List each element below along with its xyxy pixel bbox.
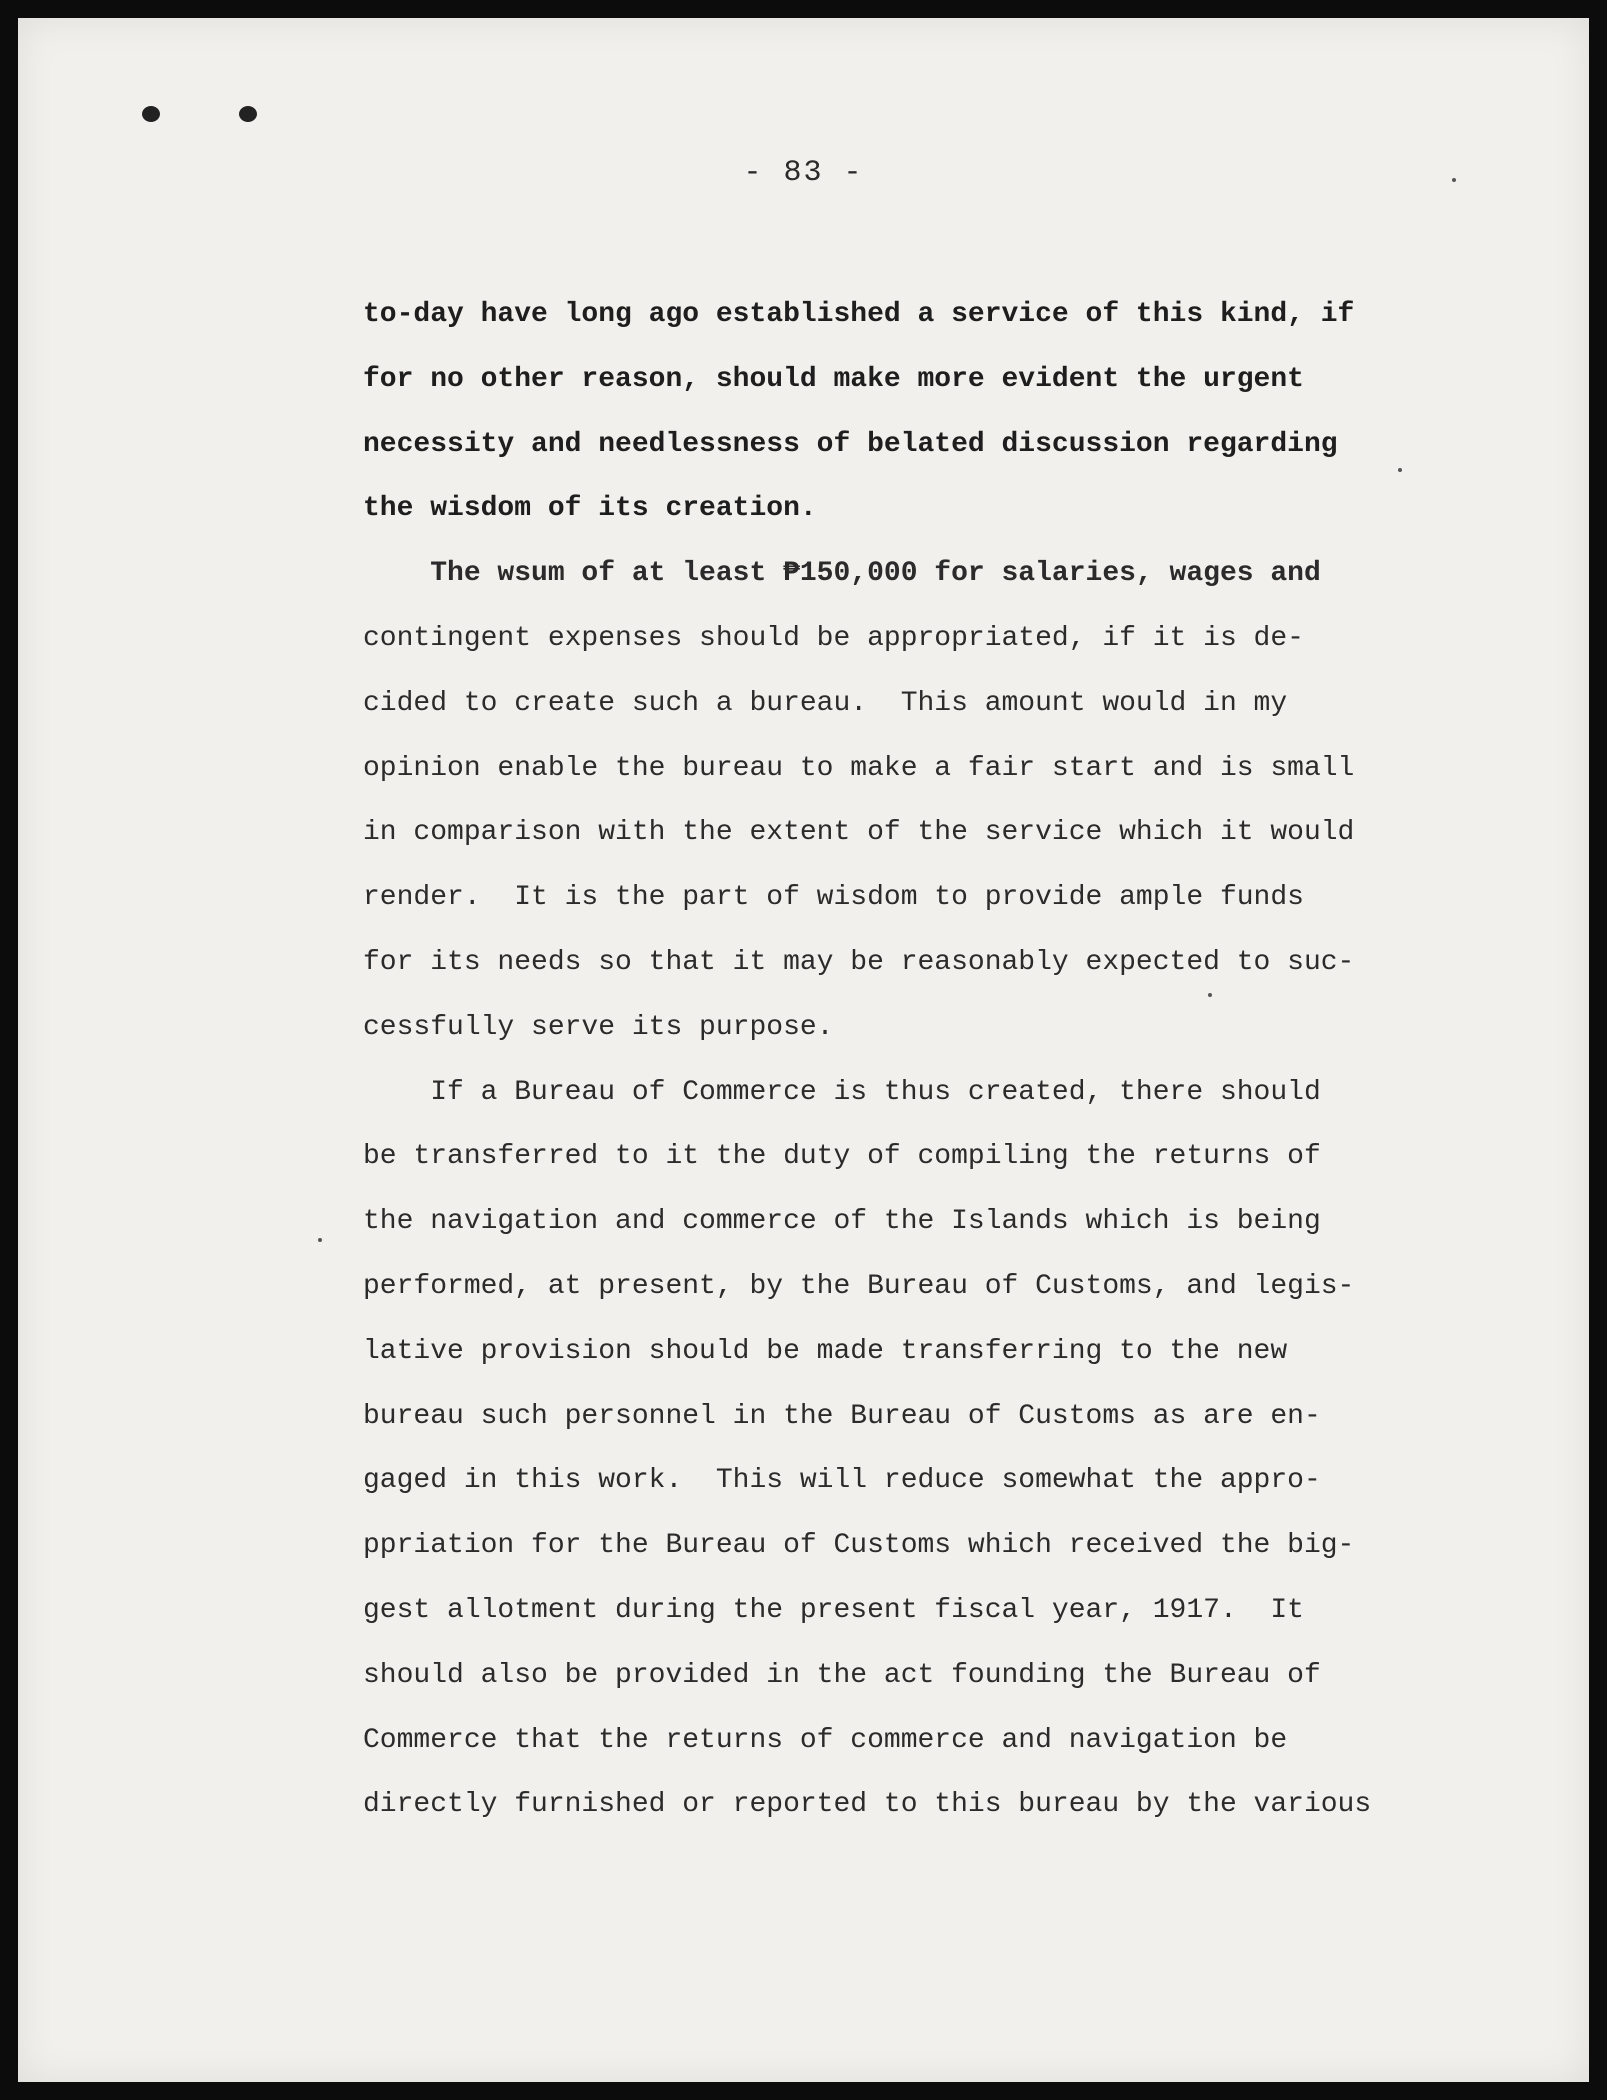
- paper-speck: [318, 1238, 322, 1242]
- text-line: for its needs so that it may be reasonably expected to suc-: [363, 946, 1355, 978]
- text-line: Commerce that the returns of commerce and navigation be: [363, 1724, 1288, 1756]
- text-line: If a Bureau of Commerce is thus created, there should: [363, 1076, 1321, 1108]
- text-line: The wsum of at least ₱150,000 for salaries, wages and: [363, 558, 1321, 590]
- paper-speck: [1398, 468, 1402, 472]
- text-line: contingent expenses should be appropriated, if it is de-: [363, 622, 1304, 654]
- punch-hole-right: [239, 106, 257, 122]
- text-line: ppriation for the Bureau of Customs which received the big-: [363, 1530, 1355, 1562]
- text-line: opinion enable the bureau to make a fair start and is small: [363, 752, 1355, 784]
- page-number: - 83 -: [743, 156, 864, 190]
- text-line: directly furnished or reported to this bureau by the various: [363, 1789, 1372, 1821]
- paragraph-3: [363, 1061, 1372, 1839]
- text-line: bureau such personnel in the Bureau of Customs as are en-: [363, 1400, 1321, 1432]
- paragraph-1: [363, 283, 1363, 542]
- text-line: necessity and needlessness of belated discussion regarding: [363, 428, 1338, 460]
- text-line: the wisdom of its creation.: [363, 493, 817, 525]
- text-line: be transferred to it the duty of compiling the returns of: [363, 1141, 1321, 1173]
- text-line: cessfully serve its purpose.: [363, 1011, 834, 1043]
- text-line: performed, at present, by the Bureau of Customs, and legis-: [363, 1270, 1355, 1302]
- body-text: [363, 283, 1372, 1838]
- text-line: the navigation and commerce of the Islands which is being: [363, 1206, 1321, 1238]
- text-line: to-day have long ago established a service of this kind, if: [363, 299, 1355, 330]
- text-line: lative provision should be made transferring to the new: [363, 1335, 1288, 1367]
- text-line: should also be provided in the act founding the Bureau of: [363, 1659, 1321, 1691]
- paragraph-2: [363, 542, 1363, 1060]
- text-line: gest allotment during the present fiscal year, 1917. It: [363, 1594, 1304, 1626]
- text-line: gaged in this work. This will reduce somewhat the appro-: [363, 1465, 1321, 1497]
- text-line: for no other reason, should make more evident the urgent: [363, 363, 1304, 395]
- text-line: in comparison with the extent of the service which it would: [363, 817, 1355, 849]
- text-line: cided to create such a bureau. This amount would in my: [363, 687, 1288, 719]
- punch-hole-left: [142, 106, 160, 122]
- document-page: [18, 18, 1589, 2082]
- text-line: render. It is the part of wisdom to provide ample funds: [363, 882, 1304, 914]
